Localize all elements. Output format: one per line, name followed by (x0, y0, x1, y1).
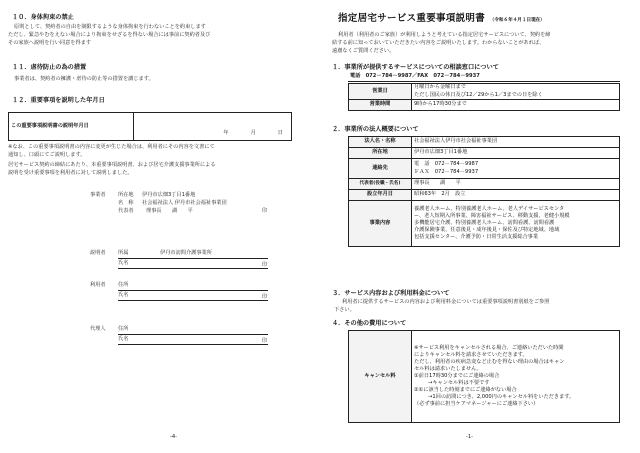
contact-phone-fax: 電話 072－784－9987／FAX 072－784－9937 (350, 73, 480, 79)
document-title: 指定居宅サービス重要事項説明書 (338, 13, 486, 24)
business-address-label: 所在地 (118, 192, 134, 198)
explanation-date-label: この重要事項説明書の説明年月日 (9, 113, 134, 141)
section-10-line-1: 原則として、契約者の自由を制限するような身体拘束を行わないことを約束します (14, 24, 206, 30)
cancel-line-8: →1回の訪問につき、2,000円のキャンセル料をいただきます。 (428, 394, 575, 401)
representative-label: 代表者 (118, 208, 134, 214)
corporation-phone: 電 話 072－784－9987 (414, 161, 479, 168)
seal-mark-2: 印 (262, 262, 268, 268)
seal-mark-1: 印 (262, 208, 268, 214)
section-12-title: １２．重要事項を説明した年月日 (12, 97, 105, 104)
agent-name-line (118, 344, 268, 345)
corporation-contact (412, 159, 620, 179)
section-3-title: ３．サービス内容および利用料金について (332, 290, 450, 297)
year-label: 年 (223, 129, 229, 136)
business-content (412, 201, 620, 247)
business-content-line-4: 介護保険事業、任意後見・成年後見・保佐及び特定地域、地域 (414, 227, 560, 233)
corporation-rep: 理事長 湖 平 (412, 179, 620, 190)
section-10-title: １０．身体拘束の禁止 (12, 14, 74, 21)
cancel-line-5: ①前日17時30分までにご連絡の場合 (414, 372, 500, 379)
established-date: 昭和63年 2月 設立 (412, 190, 620, 201)
cancel-line-1: ※サービス利用をキャンセルされる場合、ご連絡いただいた時間 (414, 344, 564, 351)
user-address-label: 住所 (118, 282, 129, 288)
cancellation-fee-label: キャンセル料 (349, 331, 412, 423)
explainer-affiliation-line (118, 258, 268, 259)
business-content-line-1: 養護老人ホーム、特別養護老人ホーム、老人デイサービスセンタ (414, 205, 565, 212)
section-11-title: １１．虐待防止の為の措置 (12, 64, 87, 71)
contact-underline (348, 81, 620, 82)
user-name-line (118, 300, 268, 301)
section-3-line-2: 下さい。 (334, 307, 355, 313)
business-name-label: 名 称 (118, 200, 134, 206)
cancellation-table (348, 330, 620, 423)
section-2-title: ２．事業所の法人概要について (332, 126, 419, 133)
cancellation-fee-details (412, 331, 620, 423)
explanation-date-table (8, 112, 292, 141)
representative-name: 理事長 湖 平 (146, 208, 193, 214)
corporation-contact-label: 連絡先 (349, 159, 412, 179)
user-address-line (118, 290, 268, 291)
right-page (320, 0, 640, 453)
business-hours-value: 9時から17時30分まで (412, 100, 620, 111)
business-hours-table (348, 83, 620, 111)
section-10-line-3: その家族へ説明を行い同意を得ます (8, 40, 92, 46)
corporation-table (348, 136, 620, 247)
business-days-label: 営業日 (349, 84, 412, 100)
cancel-line-7: ②①に該当した時刻までにご連絡がない場合 (414, 387, 517, 394)
cancel-line-3: ただし、利用者の疾病急変など止むを得ない理由の場合はキャン (414, 358, 565, 365)
business-content-label: 事業内容 (349, 201, 412, 247)
day-label: 日 (277, 129, 283, 136)
corporation-name: 社会福祉法人伊丹市社会福祉事業団 (412, 137, 620, 148)
section-1-title: １．事業所が提供するサービスについての相談窓口について (332, 64, 499, 71)
note-line-4: 説明を受け重要事項を利用者に対して説明しました。 (8, 170, 133, 176)
note-line-1: ※なお、この重要事項説明書の内容に変更が生じた場合は、利用者にその内容を文書にて (8, 144, 215, 150)
explainer-affiliation-label: 所属 (118, 250, 129, 256)
cancel-line-6: →キャンセル料は不要です (428, 380, 490, 386)
business-address: 伊丹市広畑3丁目1番地 (142, 192, 196, 198)
document-title-row (338, 13, 545, 26)
seal-mark-4: 印 (262, 338, 268, 344)
intro-line-3: 遠慮なくご質問ください。 (332, 48, 395, 54)
agent-address-label: 住所 (118, 326, 129, 332)
section-10-line-2: ただし、緊急やむをえない場合により拘束をせざるを得ない場合には事前に契約者及び (8, 32, 211, 38)
section-4-title: ４．その他の費用について (332, 320, 407, 327)
explainer-affiliation: 伊丹市訪問介護事業所 (160, 250, 212, 256)
page-number-left: -4- (170, 434, 178, 440)
explainer-name-label: 氏名 (118, 260, 129, 266)
business-days-cell (412, 84, 620, 100)
agent-name-label: 氏名 (118, 336, 129, 342)
agent-label: 代理人 (90, 326, 106, 332)
explanation-date-cell (134, 127, 292, 141)
business-hours-label: 営業時間 (349, 100, 412, 111)
business-days-line-1: 月曜日から金曜日まで (414, 84, 466, 91)
note-line-3: 居宅サービス契約の締結にあたり、本重要事項説明書、および居宅介護支援事業所による (8, 162, 216, 168)
document-date: （令和６年４月１日現在） (489, 18, 545, 23)
explainer-name-line (118, 268, 268, 269)
business-days-line-2: ただし国民の休日及び12／29から1／3までの日を除く (414, 91, 543, 98)
user-label: 利用者 (90, 282, 106, 288)
intro-line-2: 結する前に知っておいていただきたい内容をご説明いたします。わからないことがあれば、 (332, 40, 545, 46)
section-11-line-1: 事業者は、契約者の擁護・虐待の防止等の措置を講じます。 (14, 76, 154, 82)
user-name-label: 氏名 (118, 292, 129, 298)
corporation-fax: ＦＡＸ 072－784－9937 (414, 168, 479, 175)
business-content-line-5: 包括支援センター、介護予防・日常生活支援総合事業 (414, 234, 539, 241)
intro-line-1: 利用者（利用者のご家族）が利用しようと考えている指定居宅サービスについて、契約を締 (338, 32, 551, 38)
business-content-line-2: ー、老人短期入所事業、障害福祉サービス、移動支援、老健小規模 (414, 212, 570, 219)
cancel-line-9: （必ず事前に担当ケアマネージャーにご連絡下さい） (414, 401, 539, 408)
page-number-right: -1- (466, 434, 474, 440)
business-name: 社会福祉法人 伊丹市社会福祉事業団 (142, 200, 227, 206)
cancel-line-2: によりキャンセル料を請求させていただきます。 (414, 351, 528, 358)
corporation-rep-label: 代表者(役職・氏名) (349, 179, 412, 190)
agent-address-line (118, 334, 268, 335)
note-line-2: 通知し、口頭にてご説明します。 (8, 152, 86, 158)
corporation-name-label: 法人名・名称 (349, 137, 412, 148)
explainer-label: 説明者 (90, 250, 106, 256)
business-content-line-3: 多機能居宅介護、特別養護老人ホーム、訪問看護、訪問看護 (414, 219, 555, 226)
business-label: 事業者 (90, 192, 106, 198)
month-label: 月 (250, 129, 256, 136)
cancel-line-4: セル料は請求いたしません。 (414, 365, 482, 372)
established-label: 設立年月日 (349, 190, 412, 201)
seal-mark-3: 印 (262, 294, 268, 300)
corporation-address-label: 所在地 (349, 148, 412, 159)
corporation-address: 伊丹市広畑3丁目1番地 (412, 148, 620, 159)
section-3-line-1: 利用者に提供するサービスの内容および利用料金については重要事項説明書別紙をご参照 (342, 299, 550, 305)
